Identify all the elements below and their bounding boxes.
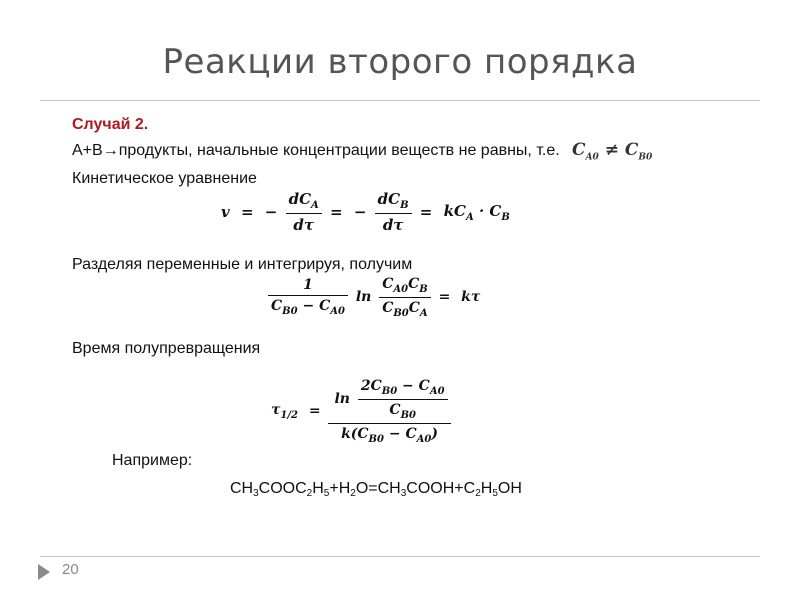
half-life-equation <box>268 378 451 444</box>
sub-b: B <box>501 211 510 223</box>
product-term <box>444 202 510 223</box>
reaction-part: COOH+C <box>406 480 476 497</box>
reaction-part: H <box>312 480 324 497</box>
conc-sub-a: A0 <box>585 152 599 163</box>
sub-b0: B0 <box>400 409 416 421</box>
equals-sign: = <box>308 403 321 420</box>
fraction-numerator: 1 <box>268 277 348 296</box>
fraction-half-life <box>328 378 450 444</box>
d-symbol: d <box>288 190 300 208</box>
initial-concentrations-inequality <box>572 140 652 162</box>
c-symbol: C <box>388 190 401 208</box>
sub-a0: A0 <box>416 433 432 445</box>
reaction-part: H <box>480 480 493 497</box>
inner-denominator <box>358 400 448 421</box>
fraction-denominator: dτ <box>293 216 314 234</box>
equals-sign: = <box>438 289 451 306</box>
example-label: Например: <box>112 452 193 469</box>
conc-sub-b: B0 <box>638 152 653 163</box>
minus-sign: − <box>302 298 315 315</box>
title-divider <box>40 100 760 101</box>
equals-sign: = <box>240 203 254 221</box>
sub-b: B <box>400 200 409 211</box>
c-symbol: C <box>389 401 401 418</box>
reaction-part: COOC <box>258 480 307 497</box>
case-label: Случай 2. <box>72 116 149 133</box>
fraction-dcb-dtau <box>375 190 412 234</box>
sub-b0: B0 <box>368 433 384 445</box>
fraction-ln-argument <box>358 378 448 421</box>
rate-equation <box>218 190 513 234</box>
rate-symbol: v <box>221 203 230 221</box>
paren-left: ( <box>350 425 358 442</box>
k-tau-symbol: kτ <box>461 289 481 306</box>
page-number: 20 <box>62 561 79 578</box>
example-reaction-equation <box>230 480 522 499</box>
reaction-condition-text: A+B→продукты, начальные концентрации веществ не равны, т.е. <box>72 142 560 159</box>
c-symbol: C <box>489 201 502 220</box>
tau-half-symbol <box>271 402 298 421</box>
reaction-subscript: 5 <box>323 488 330 499</box>
d-symbol: d <box>377 190 389 208</box>
next-slide-arrow-icon[interactable] <box>38 564 50 580</box>
kc-symbol: kC <box>443 201 466 220</box>
inner-numerator <box>358 378 448 400</box>
conc-symbol-b: C <box>624 140 639 160</box>
reaction-subscript: 3 <box>400 488 407 499</box>
c-symbol: C <box>418 378 430 394</box>
c-symbol: C <box>357 425 369 442</box>
integration-label: Разделяя переменные и интегрируя, получим <box>72 256 413 273</box>
sub-a: A <box>465 211 474 223</box>
fraction-one-over-diff <box>268 277 348 317</box>
reaction-subscript: 3 <box>253 488 259 499</box>
tau-symbol: τ <box>271 401 281 418</box>
fraction-numerator <box>286 190 322 214</box>
reaction-subscript: 2 <box>306 488 313 499</box>
sub-b: B <box>419 283 428 295</box>
reaction-subscript: 2 <box>475 488 481 499</box>
sub-a0: A0 <box>330 306 345 318</box>
reaction-subscript: 2 <box>350 488 356 499</box>
k-symbol: k <box>341 425 351 442</box>
ln-symbol: ln <box>355 289 372 306</box>
integrated-equation <box>268 276 483 319</box>
fraction-numerator <box>328 378 450 424</box>
sub-b0: B0 <box>282 306 298 318</box>
sub-a: A <box>311 200 319 211</box>
c-symbol: C <box>271 298 283 315</box>
minus-sign: − <box>353 203 367 221</box>
fraction-denominator <box>379 298 431 319</box>
minus-sign: − <box>388 425 401 442</box>
two-c-symbol: 2C <box>360 378 382 394</box>
reaction-part: O=CH <box>355 480 401 497</box>
c-symbol: C <box>319 298 331 315</box>
reaction-subscript: 5 <box>492 488 498 499</box>
reaction-part: CH <box>230 480 254 497</box>
minus-sign: − <box>264 203 278 221</box>
c-symbol: C <box>382 276 394 292</box>
c-symbol: C <box>408 299 420 316</box>
fraction-numerator <box>375 190 412 214</box>
sub-half: 1/2 <box>280 409 298 421</box>
fraction-ln-argument <box>379 276 431 319</box>
dot-sign: · <box>478 201 485 220</box>
reaction-part: +H <box>329 480 351 497</box>
paren-right: ) <box>431 425 438 442</box>
sub-a0: A0 <box>429 385 445 397</box>
half-life-label: Время полупревращения <box>72 340 261 357</box>
kinetic-equation-label: Кинетическое уравнение <box>72 170 257 187</box>
sub-a: A <box>419 307 428 319</box>
conc-symbol-a: C <box>572 140 586 160</box>
reaction-part: OH <box>497 480 522 497</box>
fraction-denominator <box>328 424 450 445</box>
c-symbol: C <box>299 190 312 208</box>
slide-title: Реакции второго порядка <box>162 42 638 82</box>
fraction-numerator <box>379 276 431 298</box>
equals-sign: = <box>330 203 343 221</box>
fraction-denominator <box>268 296 348 317</box>
c-symbol: C <box>405 425 417 442</box>
c-symbol: C <box>408 276 420 292</box>
sub-a0: A0 <box>393 283 409 295</box>
fraction-denominator: dτ <box>382 216 404 234</box>
sub-b0: B0 <box>381 385 398 397</box>
minus-sign: − <box>402 378 414 394</box>
fraction-dca-dtau <box>286 190 322 234</box>
ln-symbol: ln <box>334 391 350 408</box>
not-equal-sign: ≠ <box>604 140 619 160</box>
c-symbol: C <box>382 299 394 316</box>
sub-b0: B0 <box>393 307 409 319</box>
equals-sign: = <box>419 203 433 221</box>
footer-divider <box>40 556 760 557</box>
